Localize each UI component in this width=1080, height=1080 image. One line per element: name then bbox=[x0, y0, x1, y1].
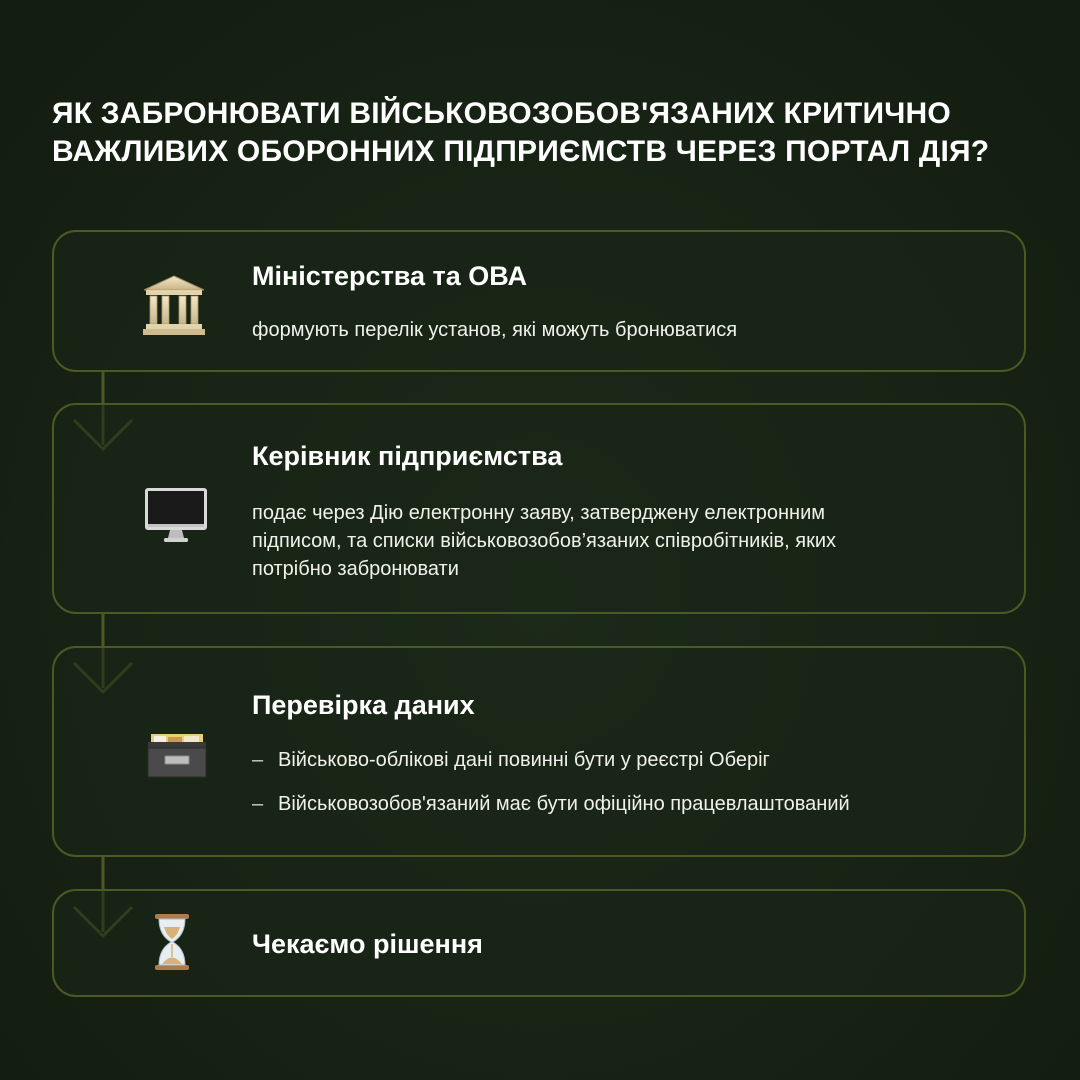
step-description: формують перелік установ, які можуть бронюватися bbox=[252, 319, 738, 341]
step-card-ministries bbox=[52, 230, 1026, 372]
page-title-line-2: ВАЖЛИВИХ ОБОРОННИХ ПІДПРИЄМСТВ ЧЕРЕЗ ПОРТАЛ ДІЯ? bbox=[52, 135, 990, 168]
page-title bbox=[52, 95, 1042, 171]
step-description-line-1: подає через Дію електронну заяву, затверджену електронним bbox=[252, 502, 826, 524]
step-title: Керівник підприємства bbox=[252, 441, 563, 471]
step-title: Чекаємо рішення bbox=[252, 929, 483, 959]
hourglass-icon bbox=[152, 913, 192, 971]
step-description-line-2: підписом, та списки військовозобов’язаних співробітників, яких bbox=[252, 530, 837, 552]
bullet-item: – Військовозобов'язаний має бути офіційно працевлаштований bbox=[252, 793, 850, 815]
step-card-manager bbox=[52, 403, 1026, 614]
classical-building-icon bbox=[142, 274, 206, 336]
step-title: Міністерства та ОВА bbox=[252, 261, 527, 291]
step-card-waiting bbox=[52, 889, 1026, 997]
bullet-item: – Військово-облікові дані повинні бути у реєстрі Оберіг bbox=[252, 749, 770, 771]
step-title: Перевірка даних bbox=[252, 690, 475, 720]
desktop-computer-icon bbox=[144, 487, 208, 543]
step-description-line-3: потрібно забронювати bbox=[252, 558, 459, 580]
step-card-data-check bbox=[52, 646, 1026, 857]
bullet-text: Військовозобов'язаний має бути офіційно працевлаштований bbox=[278, 793, 850, 815]
page-title-line-1: ЯК ЗАБРОНЮВАТИ ВІЙСЬКОВОЗОБОВ'ЯЗАНИХ КРИТИЧНО bbox=[52, 97, 951, 130]
card-file-box-icon bbox=[146, 732, 208, 778]
bullet-text: Військово-облікові дані повинні бути у реєстрі Оберіг bbox=[278, 749, 770, 771]
